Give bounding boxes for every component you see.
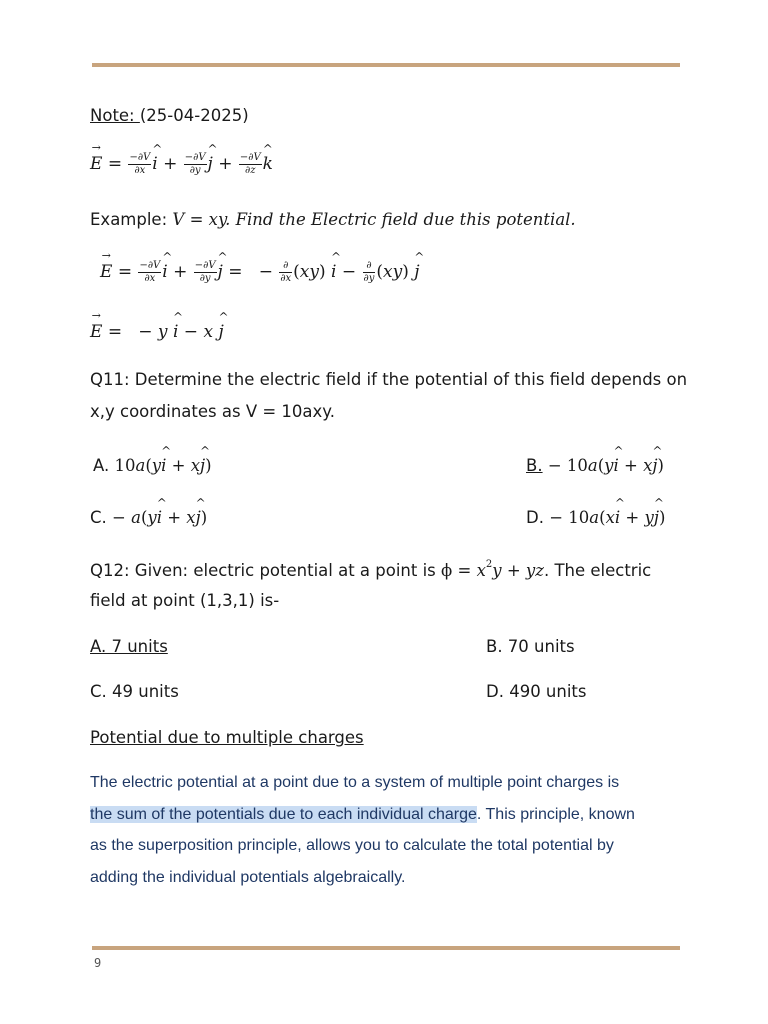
q12-option-c: C. 49 units bbox=[90, 682, 179, 701]
q12-text-start: Q12: Given: electric potential at a point is bbox=[90, 561, 442, 580]
q11-option-a-label: A. bbox=[93, 456, 115, 475]
q11-option-c: C. − a(yi ^ + xj ^ ) bbox=[90, 496, 208, 527]
q11-option-c-label: C. bbox=[90, 508, 113, 527]
paragraph-line2 bbox=[90, 806, 635, 824]
example-text: Find the Electric field due this potential. bbox=[235, 210, 576, 229]
field-formula: E → = $\frac{-\partial V}{\partial x}$ i ^ + $\frac{-\partial V}{\partial y}$ j ^ + $\frac{-\partial V}{\partial z}$ k ^ bbox=[90, 141, 273, 176]
note-label: Note: bbox=[90, 106, 140, 125]
example-derivation: E → = $\frac{-\partial V}{\partial x}$ i ^ + $\frac{-\partial V}{\partial y}$ j ^ = − $\frac{\partial}{\partial x}$ (xy) i ^ − $\frac{\partial}{\partial y}$ (xy) j ^ bbox=[100, 249, 425, 284]
example-result: E → = − y i ^ − x j ^ bbox=[90, 309, 229, 342]
q11-option-b: B. − 10a(yi ^ + xj ^ ) bbox=[526, 444, 664, 475]
q12-option-d: D. 490 units bbox=[486, 682, 587, 701]
q12-option-a: A. 7 units bbox=[90, 637, 168, 656]
highlighted-text: the sum of the potentials due to each individual charge bbox=[90, 806, 477, 823]
q12-text-end: . The electric bbox=[543, 561, 652, 580]
section-heading: Potential due to multiple charges bbox=[90, 728, 364, 747]
q12-text-line2: field at point (1,3,1) is- bbox=[90, 591, 280, 610]
note-line bbox=[90, 106, 249, 125]
q11-option-d: D. − 10a(xi ^ + yj ^ ) bbox=[526, 496, 666, 527]
q11-option-d-label: D. bbox=[526, 508, 550, 527]
note-date: (25-04-2025) bbox=[139, 106, 249, 125]
q12-option-b: B. 70 units bbox=[486, 637, 575, 656]
footer-rule bbox=[92, 946, 680, 950]
q11-text-line1: Q11: Determine the electric field if the potential of this field depends on bbox=[90, 370, 688, 389]
paragraph-line4: adding the individual potentials algebraically. bbox=[90, 869, 406, 886]
q11-text-line2: x,y coordinates as V = 10axy. bbox=[90, 402, 335, 421]
paragraph-line1: The electric potential at a point due to a system of multiple point charges is bbox=[90, 774, 620, 791]
paragraph-line2-rest: . This principle, known bbox=[476, 806, 635, 823]
example-label: Example: bbox=[90, 210, 173, 229]
page-number: 9 bbox=[94, 956, 102, 970]
q12-text-line1: Q12: Given: electric potential at a point is $\phi = x^2y$ + yz. The electric bbox=[90, 559, 652, 580]
example-line: Example: V = xy. Find the Electric field due this potential. bbox=[90, 210, 576, 229]
paragraph-line3: as the superposition principle, allows you to calculate the total potential by bbox=[90, 837, 614, 854]
q11-option-a: A. 10a(yi ^ + xj ^ ) bbox=[93, 444, 212, 475]
header-rule bbox=[92, 63, 680, 67]
q11-option-b-label: B. bbox=[526, 456, 543, 475]
